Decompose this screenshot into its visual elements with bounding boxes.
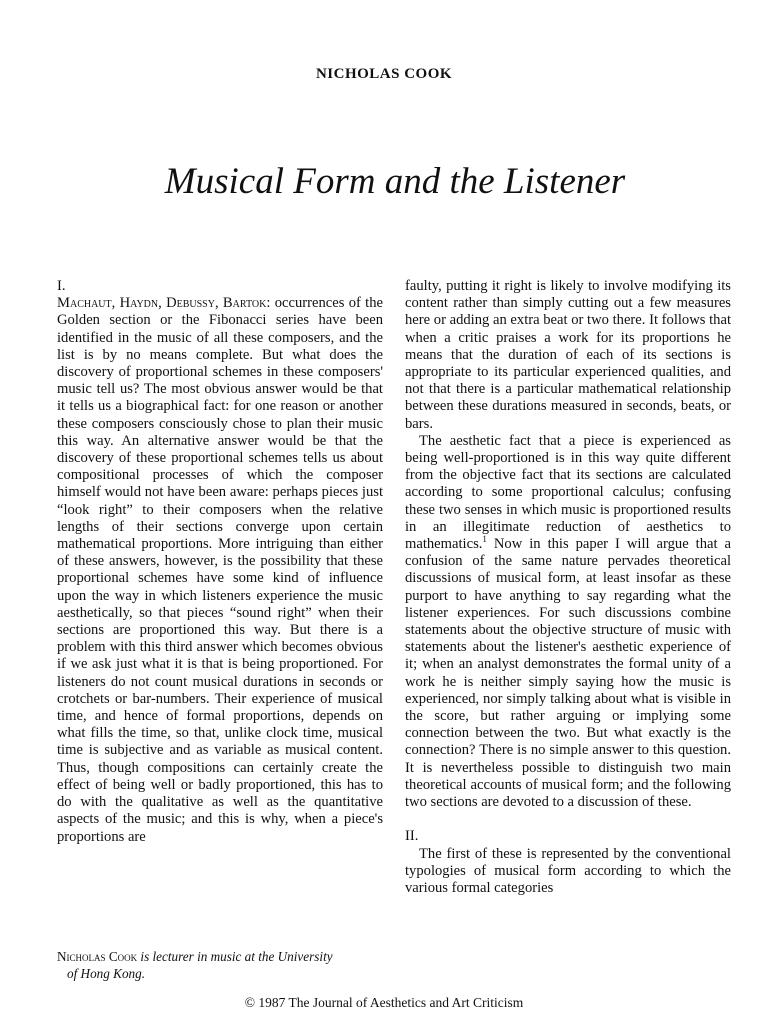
section-1-paragraph-2: [405, 433, 731, 811]
left-column: [57, 278, 383, 846]
paragraph-2-text-a: The aesthetic fact that a piece is experienced as being well-proportioned is in this way quite different from the objective fact that its sections are calculated according to some proportional calculus; confusing these two senses in which music is proportioned results in an illegitimate reduction of aesthetics to mathematics.: [405, 432, 731, 553]
section-heading-1: I.: [57, 278, 66, 294]
section-2-paragraph-1: The first of these is represented by the conventional typologies of musical form according to which the various formal categories: [405, 845, 731, 896]
footnote-text: is lecturer in music at the University: [140, 949, 333, 964]
right-column: [405, 278, 731, 897]
footnote-author-name: Nicholas Cook: [57, 949, 138, 964]
article-title: Musical Form and the Listener: [164, 161, 626, 202]
author-name: NICHOLAS COOK: [315, 66, 453, 82]
section-heading-2: II.: [405, 828, 419, 845]
composer-names: Machaut, Haydn, Debussy, Bartok:: [57, 295, 271, 312]
footnote-marker: 1: [482, 534, 487, 545]
paragraph-2-text-b: Now in this paper I will argue that a confusion of the same nature pervades theoretical discussions of musical form, at least insofar as these purport to have anything to say regarding what the listener experiences. For such discussions combine statements about the objective structure of music with statements about the listener's aesthetic experience of it; when an analyst demonstrates the formal unity of a work he is neither simply saying how the music is experienced, nor simply talking about what is visible in the score, but rather arguing or implying some connection between the two. But what exactly is the connection? There is no simple answer to this question. It is nevertheless possible to distinguish two main theoretical accounts of musical form; and the following two sections are devoted to a discussion of these.: [405, 536, 731, 811]
section-1-paragraph-1: [57, 295, 383, 846]
footnote-text-continued: of Hong Kong.: [67, 966, 146, 981]
copyright-line: © 1987 The Journal of Aesthetics and Art Criticism: [244, 995, 524, 1010]
author-footnote: [57, 948, 387, 982]
paragraph-1-text: occurrences of the Golden section or the Fibonacci series have been identified in the music of all these composers, and the list is by no means complete. But what does the discovery of proportional schemes in these composers' music tell us? The most obvious answer would be that it tells us a biographical fact: for one reason or another these composers consciously chose to plan their music this way. An alternative answer would be that the discovery of these proportional schemes tells us about compositional processes of which the composer himself would not have been aware: perhaps pieces just “look right” to their composers when the relative lengths of their sections converge upon certain mathematical proportions. More intriguing than either of these answers, however, is the possibility that these proportional schemes have some kind of influence upon the way in which listeners experience the music aesthetically, so that pieces “sound right” when their sections are proportioned this way. But there is a problem with this third answer which becomes obvious if we ask just what it is that is being proportioned. For listeners do not count musical durations in seconds or crotchets or bar-numbers. Their experience of musical time, and hence of formal proportions, depends on what fills the time, so that, unlike clock time, musical time is subjective and as variable as musical content. Thus, though compositions can certainly create the effect of being well or badly proportioned, this has to do with the qualitative as well as the quantitative aspects of the music; and this is why, when a piece's proportions are: [57, 295, 383, 845]
section-1-paragraph-1-continued: faulty, putting it right is likely to involve modifying its content rather than simply cutting out a few measures here or adding an extra beat or two there. It follows that when a critic praises a work for its proportions he means that the duration of each of its sections is appropriate to its particular experienced qualities, and not that there is a particular mathematical relationship between these durations measured in seconds, beats, or bars.: [405, 278, 731, 432]
